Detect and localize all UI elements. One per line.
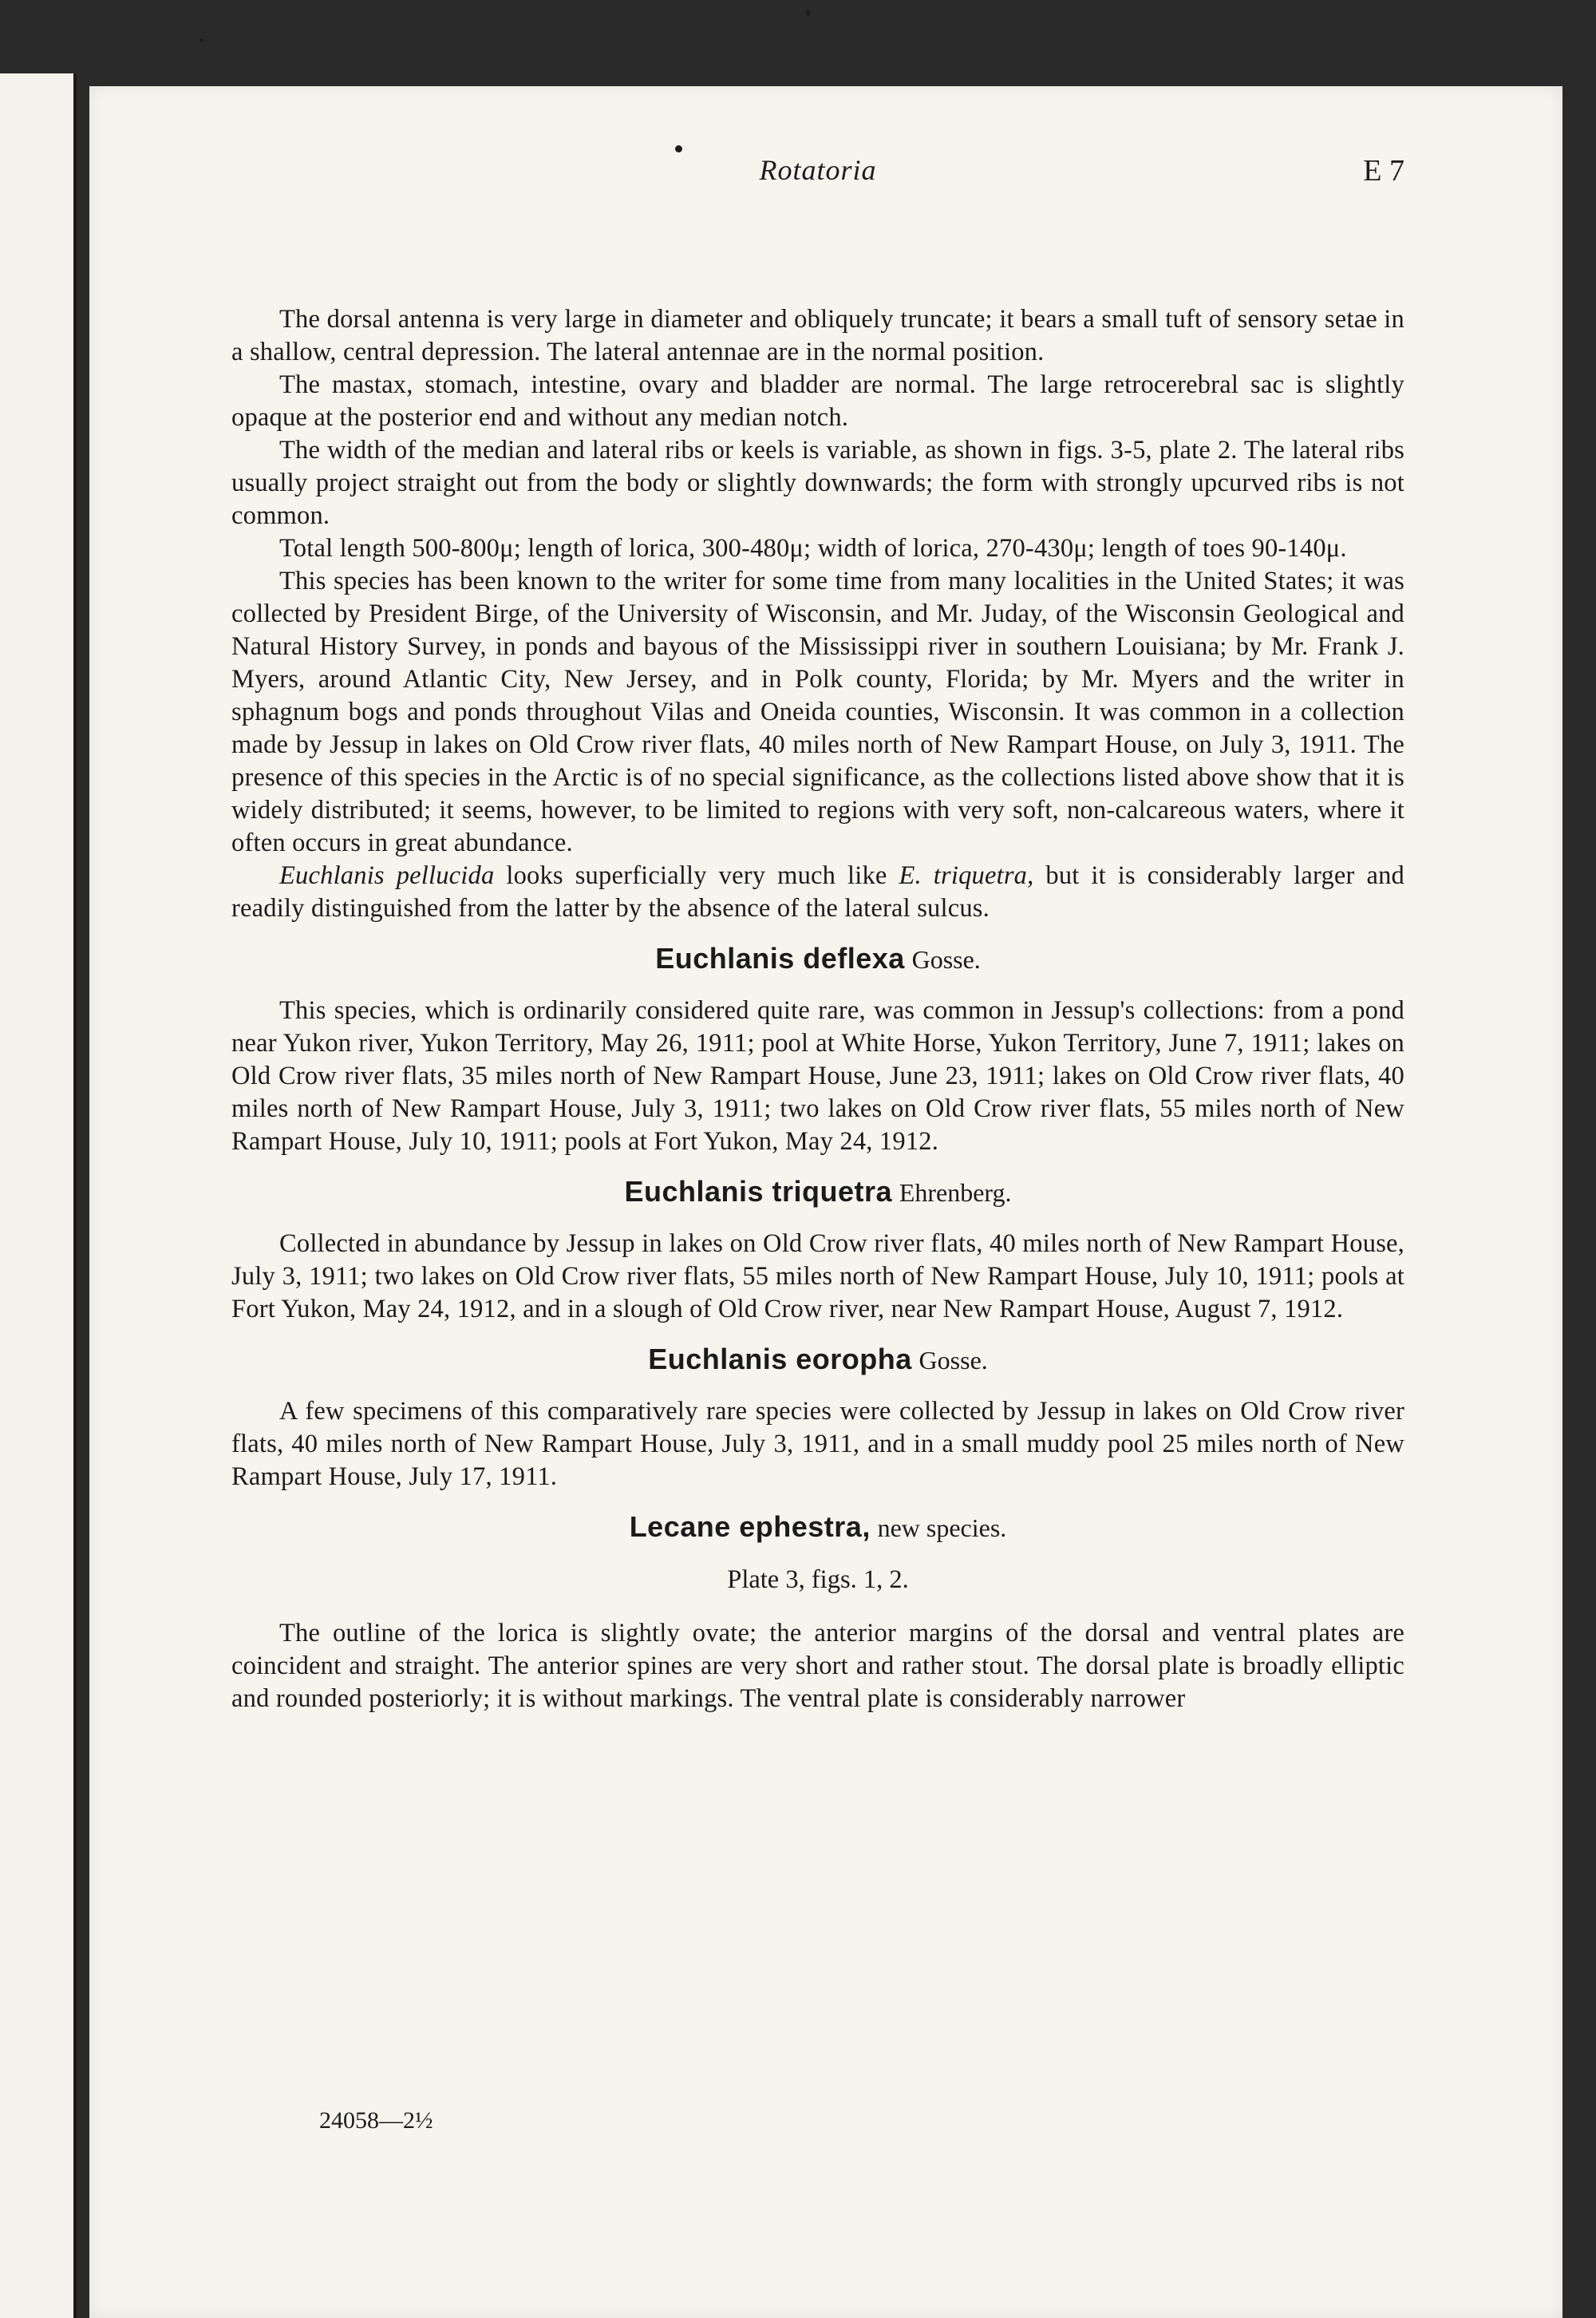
species-name: Lecane ephestra,	[629, 1510, 871, 1543]
page-header	[231, 153, 1404, 201]
running-title: Rotatoria	[759, 154, 877, 186]
section-heading	[231, 941, 1404, 977]
paragraph: The dorsal antenna is very large in diameter and obliquely truncate; it bears a small tuft of sensory setae in a shallow, central depression. The lateral antennae are in the normal position.	[231, 305, 1404, 366]
species-name: Euchlanis eoropha	[648, 1343, 912, 1375]
species-authority: new species.	[877, 1513, 1007, 1542]
paragraph: A few specimens of this comparatively rare species were collected by Jessup in lakes on Old Crow river flats, 40 miles north of New Rampart House, July 3, 1911, and in a small muddy pool 25 miles north of New Rampart House, July 17, 1911.	[231, 1397, 1404, 1491]
paragraph: The mastax, stomach, intestine, ovary and bladder are normal. The large retrocerebral sac is slightly opaque at the posterior end and without any median notch.	[231, 370, 1404, 432]
species-name-italic: Euchlanis pellucida	[279, 861, 495, 890]
paragraph: This species has been known to the writer for some time from many localities in the United States; it was collected by President Birge, of the University of Wisconsin, and Mr. Juday, of the Wisconsin Geological and Natural History Survey, in ponds and bayous of the Mississippi river in southern Louisiana; by Mr. Frank J. Myers, around Atlantic City, New Jersey, and in Polk county, Florida; by Mr. Myers and the writer in sphagnum bogs and ponds throughout Vilas and Oneida counties, Wisconsin. It was common in a collection made by Jessup in lakes on Old Crow river flats, 40 miles north of New Rampart House, on July 3, 1911. The presence of this species in the Arctic is of no special significance, as the collections listed above show that it is widely distributed; it seems, however, to be limited to regions with very soft, non-calcareous waters, where it often occurs in great abundance.	[231, 567, 1404, 857]
section-heading	[231, 1174, 1404, 1210]
species-name-italic: E. triquetra,	[899, 861, 1034, 890]
species-authority: Ehrenberg.	[899, 1178, 1012, 1207]
species-authority: Gosse.	[918, 1346, 988, 1375]
species-name: Euchlanis deflexa	[655, 942, 905, 975]
paragraph-text: looks superficially very much like	[494, 861, 899, 890]
signature-mark: 24058—2½	[319, 2107, 433, 2134]
paragraph-text: but it is considerably larger and readily distinguished from the latter by the absence of the lateral sulcus.	[231, 861, 1404, 923]
species-authority: Gosse.	[911, 945, 981, 974]
previous-page-edge	[0, 73, 77, 2318]
paragraph: Collected in abundance by Jessup in lakes on Old Crow river flats, 40 miles north of New Rampart House, July 3, 1911; two lakes on Old Crow river flats, 55 miles north of New Rampart House, July 10, 1911; pools at Fort Yukon, May 24, 1912, and in a slough of Old Crow river, near New Rampart House, August 7, 1912.	[231, 1229, 1404, 1323]
paragraph: Total length 500-800μ; length of lorica, 300-480μ; width of lorica, 270-430μ; length of toes 90-140μ.	[279, 534, 1347, 563]
paragraph: This species, which is ordinarily considered quite rare, was common in Jessup's collections: from a pond near Yukon river, Yukon Territory, May 26, 1911; pool at White Horse, Yukon Territory, June 7, 1911; lakes on Old Crow river flats, 35 miles north of New Rampart House, June 23, 1911; lakes on Old Crow river flats, 40 miles north of New Rampart House, July 3, 1911; two lakes on Old Crow river flats, 55 miles north of New Rampart House, July 10, 1911; pools at Fort Yukon, May 24, 1912.	[231, 996, 1404, 1156]
body-text	[231, 303, 1404, 1715]
dust-speck	[675, 145, 682, 152]
dust-speck	[200, 38, 203, 42]
paragraph	[231, 860, 1404, 925]
species-name: Euchlanis triquetra	[624, 1175, 893, 1208]
section-heading	[231, 1342, 1404, 1378]
paragraph: The width of the median and lateral ribs or keels is variable, as shown in figs. 3-5, plate 2. The lateral ribs usually project straight out from the body or slightly downwards; the form with strongly upcurved ribs is not common.	[231, 436, 1404, 530]
paragraph: The outline of the lorica is slightly ovate; the anterior margins of the dorsal and ventral plates are coincident and straight. The anterior spines are very short and rather stout. The dorsal plate is broadly elliptic and rounded posteriorly; it is without markings. The ventral plate is considerably narrower	[231, 1619, 1404, 1713]
dust-speck	[806, 10, 810, 16]
page-number: E 7	[1363, 154, 1404, 188]
section-heading	[231, 1509, 1404, 1545]
plate-reference: Plate 3, figs. 1, 2.	[727, 1565, 909, 1594]
